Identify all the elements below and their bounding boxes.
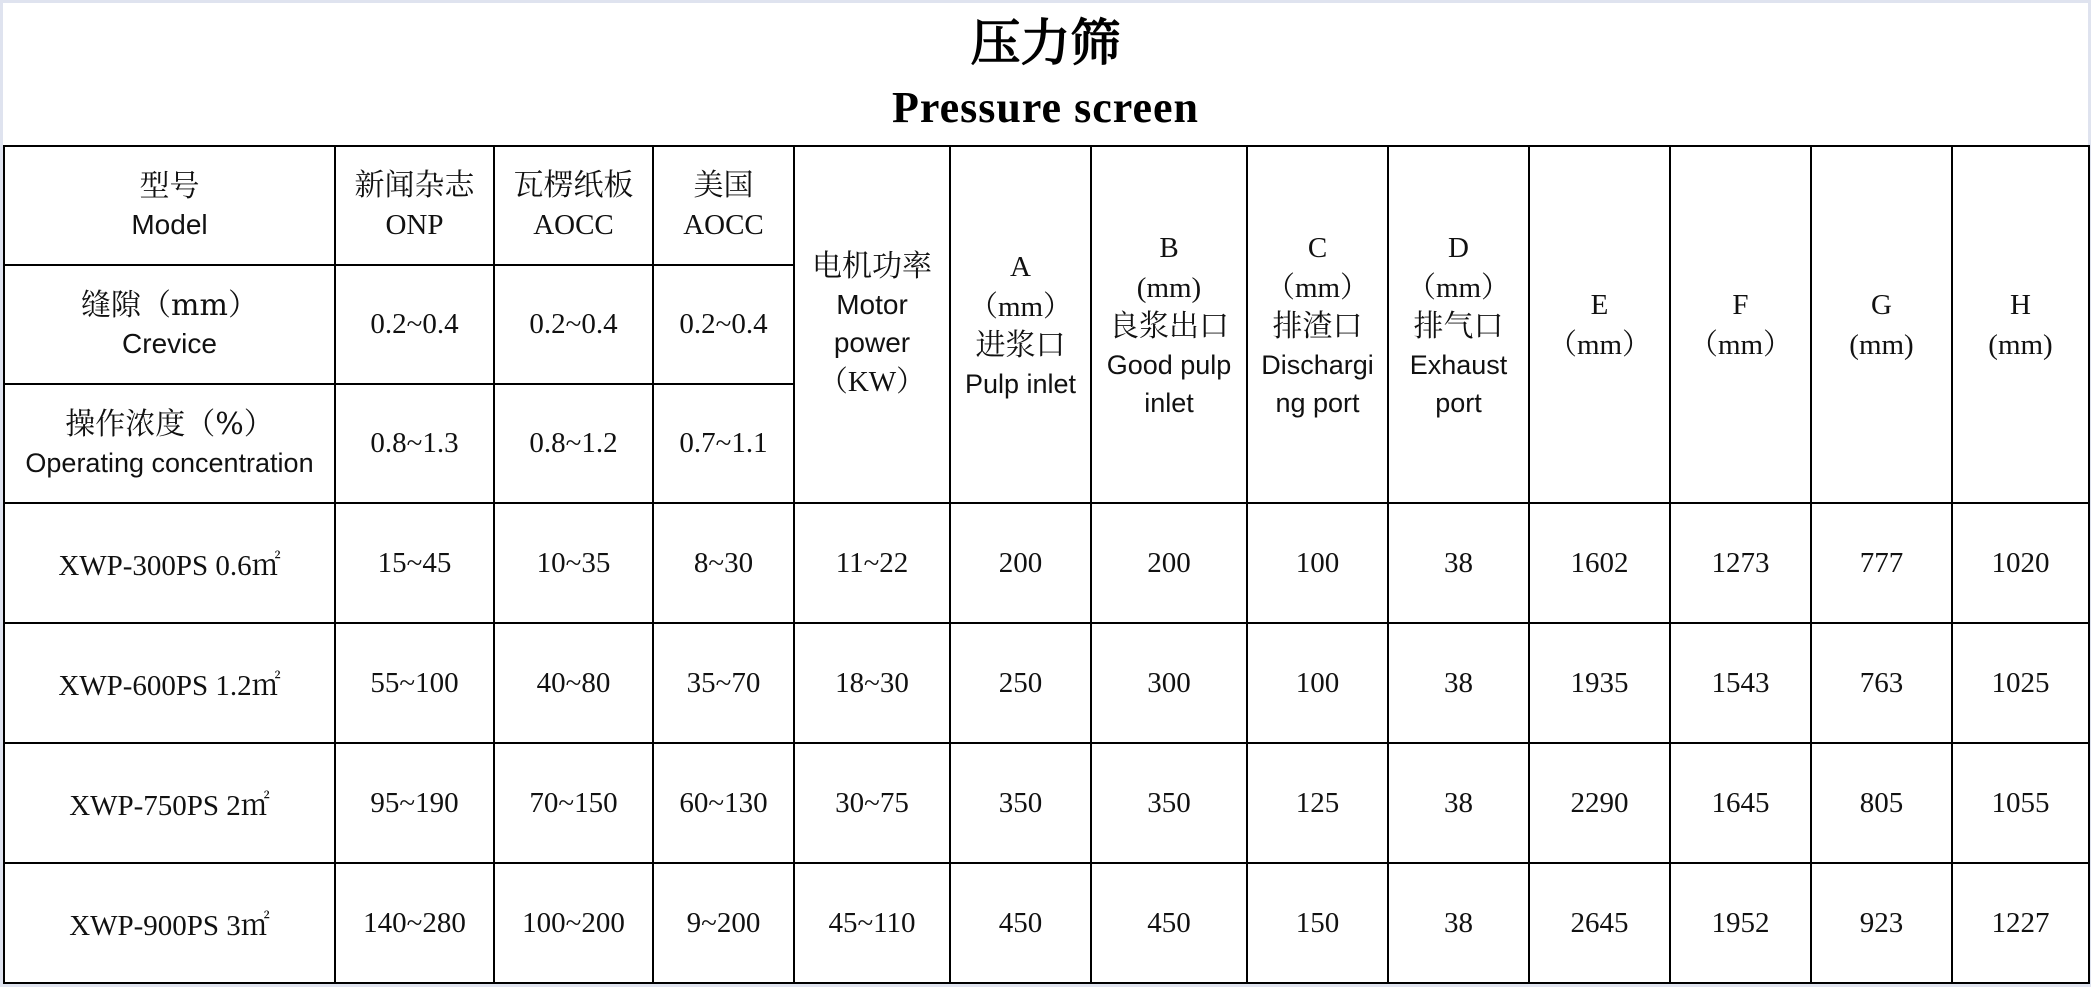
header-model-zh: 型号	[139, 168, 200, 204]
title-chinese: 压力筛	[970, 13, 1121, 72]
cell-a: 250	[950, 623, 1091, 743]
cell-aocc2: 8~30	[653, 503, 794, 623]
header-d	[1388, 146, 1529, 503]
header-d-letter: D	[1448, 231, 1469, 264]
header-g	[1811, 146, 1952, 503]
header-onp-en: ONP	[385, 208, 444, 241]
header-c-en2: ng port	[1275, 387, 1360, 418]
header-f-unit: （mm）	[1688, 328, 1793, 361]
header-e-letter: E	[1590, 288, 1609, 321]
header-d-en1: Exhaust	[1409, 349, 1508, 380]
cell-d: 38	[1388, 863, 1529, 983]
conc-aocc1: 0.8~1.2	[494, 384, 653, 503]
header-aocc1-zh: 瓦楞纸板	[513, 167, 634, 203]
cell-model: XWP-300PS 0.6㎡	[4, 503, 335, 623]
header-crevice-en: Crevice	[122, 327, 217, 359]
cell-b: 350	[1091, 743, 1247, 863]
cell-aocc1: 40~80	[494, 623, 653, 743]
cell-c: 100	[1247, 503, 1388, 623]
header-h-unit: (mm)	[1988, 328, 2053, 361]
header-motor-power	[794, 146, 950, 503]
cell-h: 1020	[1952, 503, 2089, 623]
header-concentration	[4, 384, 335, 503]
header-motor-en2: power	[833, 326, 911, 358]
header-h-letter: H	[2010, 288, 2031, 321]
cell-model: XWP-600PS 1.2㎡	[4, 623, 335, 743]
cell-f: 1543	[1670, 623, 1811, 743]
cell-aocc1: 100~200	[494, 863, 653, 983]
header-a-unit: （mm）	[968, 290, 1073, 323]
header-motor-unit: （KW）	[818, 365, 926, 398]
cell-d: 38	[1388, 743, 1529, 863]
spec-table	[3, 145, 2090, 984]
header-aocc2-en: AOCC	[683, 208, 764, 241]
cell-h: 1025	[1952, 623, 2089, 743]
header-c-zh: 排渣口	[1272, 308, 1363, 344]
header-d-en2: port	[1435, 387, 1482, 418]
header-c-letter: C	[1307, 231, 1328, 264]
cell-g: 805	[1811, 743, 1952, 863]
table-row	[4, 503, 2089, 623]
cell-onp: 95~190	[335, 743, 494, 863]
cell-b: 200	[1091, 503, 1247, 623]
cell-b: 300	[1091, 623, 1247, 743]
header-b	[1091, 146, 1247, 503]
cell-motor: 30~75	[794, 743, 950, 863]
header-onp-zh: 新闻杂志	[354, 167, 475, 203]
cell-d: 38	[1388, 623, 1529, 743]
header-g-unit: (mm)	[1849, 328, 1914, 361]
cell-aocc1: 70~150	[494, 743, 653, 863]
cell-e: 1935	[1529, 623, 1670, 743]
cell-model: XWP-750PS 2㎡	[4, 743, 335, 863]
header-f-letter: F	[1732, 288, 1749, 321]
cell-motor: 11~22	[794, 503, 950, 623]
cell-e: 1602	[1529, 503, 1670, 623]
header-c-unit: （mm）	[1265, 271, 1370, 304]
cell-g: 763	[1811, 623, 1952, 743]
header-f	[1670, 146, 1811, 503]
cell-h: 1227	[1952, 863, 2089, 983]
cell-onp: 55~100	[335, 623, 494, 743]
header-aocc1-en: AOCC	[533, 208, 614, 241]
cell-c: 150	[1247, 863, 1388, 983]
cell-f: 1273	[1670, 503, 1811, 623]
header-onp	[335, 146, 494, 265]
header-e	[1529, 146, 1670, 503]
header-motor-en1: Motor	[836, 288, 908, 320]
header-d-unit: （mm）	[1406, 271, 1511, 304]
cell-g: 777	[1811, 503, 1952, 623]
cell-b: 450	[1091, 863, 1247, 983]
header-a-en: Pulp inlet	[964, 368, 1077, 399]
table-row	[4, 623, 2089, 743]
header-b-unit: (mm)	[1136, 271, 1202, 304]
cell-e: 2290	[1529, 743, 1670, 863]
cell-motor: 18~30	[794, 623, 950, 743]
cell-onp: 15~45	[335, 503, 494, 623]
cell-c: 100	[1247, 623, 1388, 743]
header-a	[950, 146, 1091, 503]
header-motor-zh: 电机功率	[812, 248, 932, 284]
header-crevice	[4, 265, 335, 384]
cell-e: 2645	[1529, 863, 1670, 983]
header-row-model	[4, 146, 2089, 265]
header-c	[1247, 146, 1388, 503]
header-e-unit: （mm）	[1547, 328, 1652, 361]
cell-model: XWP-900PS 3㎡	[4, 863, 335, 983]
header-b-en1: Good pulp	[1106, 349, 1232, 380]
cell-motor: 45~110	[794, 863, 950, 983]
header-g-letter: G	[1871, 288, 1892, 321]
cell-c: 125	[1247, 743, 1388, 863]
crevice-aocc2: 0.2~0.4	[653, 265, 794, 384]
crevice-onp: 0.2~0.4	[335, 265, 494, 384]
cell-h: 1055	[1952, 743, 2089, 863]
table-row	[4, 863, 2089, 983]
header-b-letter: B	[1159, 231, 1179, 264]
cell-g: 923	[1811, 863, 1952, 983]
cell-a: 200	[950, 503, 1091, 623]
header-c-en1: Dischargi	[1261, 349, 1374, 380]
cell-a: 450	[950, 863, 1091, 983]
conc-aocc2: 0.7~1.1	[653, 384, 794, 503]
header-a-zh: 进浆口	[975, 327, 1066, 363]
cell-aocc2: 9~200	[653, 863, 794, 983]
header-a-letter: A	[1010, 250, 1031, 283]
cell-aocc1: 10~35	[494, 503, 653, 623]
header-b-zh: 良浆出口	[1109, 308, 1229, 344]
title-block	[3, 3, 2088, 145]
header-aocc2-zh: 美国	[693, 167, 754, 203]
header-b-en2: inlet	[1144, 387, 1194, 418]
header-aocc-corrugated	[494, 146, 653, 265]
cell-aocc2: 35~70	[653, 623, 794, 743]
crevice-aocc1: 0.2~0.4	[494, 265, 653, 384]
header-aocc-us	[653, 146, 794, 265]
header-model-en: Model	[131, 208, 208, 240]
header-conc-zh: 操作浓度（%）	[65, 406, 274, 442]
table-row	[4, 743, 2089, 863]
header-conc-en: Operating concentration	[25, 447, 314, 478]
cell-f: 1645	[1670, 743, 1811, 863]
title-english: Pressure screen	[891, 83, 1200, 132]
header-d-zh: 排气口	[1413, 308, 1504, 344]
conc-onp: 0.8~1.3	[335, 384, 494, 503]
cell-d: 38	[1388, 503, 1529, 623]
cell-onp: 140~280	[335, 863, 494, 983]
header-h	[1952, 146, 2089, 503]
cell-f: 1952	[1670, 863, 1811, 983]
cell-aocc2: 60~130	[653, 743, 794, 863]
header-crevice-zh: 缝隙（mm）	[81, 287, 258, 323]
header-model	[4, 146, 335, 265]
cell-a: 350	[950, 743, 1091, 863]
